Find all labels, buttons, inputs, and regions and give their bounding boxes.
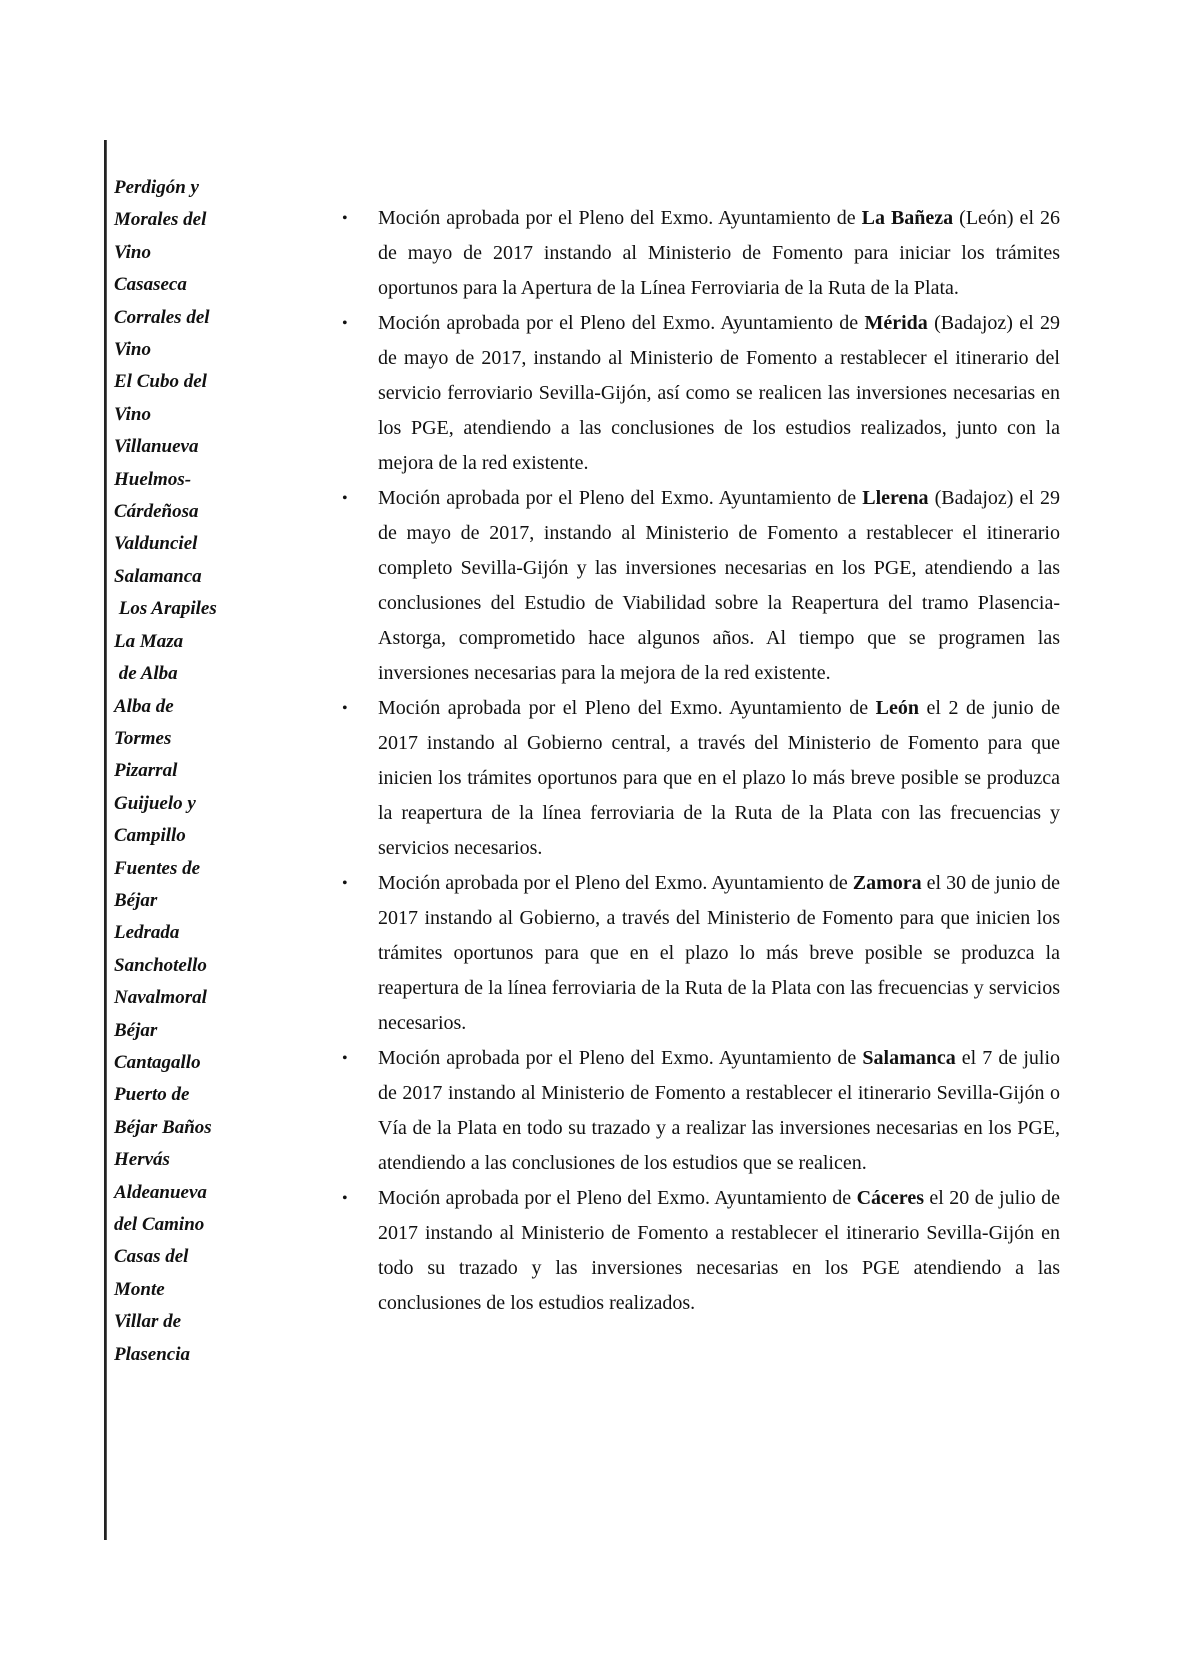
station-line: Hervás [114,1149,170,1171]
station-line: Béjar [114,889,158,911]
municipality-name: La Bañeza [861,207,954,229]
station-line: Plasencia [114,1343,190,1365]
station-line: Salamanca [114,565,202,587]
station-line: Corrales del [114,306,210,328]
station-line: Cárdeñosa [114,501,199,523]
motion-text: Moción aprobada por el Pleno del Exmo. Ayuntamiento de [378,207,862,229]
motion-item [342,866,1060,1041]
motion-item [342,481,1061,691]
station-line: Vino [114,339,151,361]
station-line: Alba de [114,695,174,717]
station-line: Vino [114,241,151,263]
bullet-icon: • [342,490,348,507]
municipality-name: Mérida [864,312,928,334]
motion-text: Moción aprobada por el Pleno del Exmo. Ayuntamiento de [378,312,865,334]
station-line: Aldeanueva [114,1181,207,1203]
motion-item [342,1041,1061,1181]
station-line: de Alba [114,663,178,685]
motion-text: el 7 de julio de 2017 instando al Ministerio de Fomento a restablecer el itinerario Sevilla-Gijón o Vía de la Plata en todo su trazado y a realizar las inversiones necesarias en los PGE, atendiendo a las conclusiones de los estudios que se realicen. [378,1047,1061,1174]
station-line: del Camino [114,1214,205,1235]
station-line: Villar de [114,1311,182,1333]
motion-text: Moción aprobada por el Pleno del Exmo. Ayuntamiento de [378,1187,857,1209]
station-line: Pizarral [114,760,178,782]
station-line: Cantagallo [114,1051,201,1073]
station-line: Casas del [114,1246,189,1268]
motion-text: Moción aprobada por el Pleno del Exmo. Ayuntamiento de [378,697,876,719]
municipality-name: Salamanca [862,1047,956,1069]
station-line: Valdunciel [114,533,198,555]
motion-text: Moción aprobada por el Pleno del Exmo. Ayuntamiento de [378,872,853,894]
station-line: Ledrada [114,922,180,944]
station-line: Perdigón y [114,177,199,198]
bullet-icon: • [342,315,348,332]
station-line: El Cubo del [114,371,207,393]
motion-text: el 30 de junio de 2017 instando al Gobierno, a través del Ministerio de Fomento para que inicien los trámites oportunos para que en el plazo lo más breve posible se produzca la reapertura de la línea ferroviaria de la Ruta de la Plata con las frecuencias y servicios necesarios. [378,872,1060,1034]
motion-text: (León) el 26 de mayo de 2017 instando al Ministerio de Fomento para iniciar los trámites oportunos para la Apertura de la Línea Ferroviaria de la Ruta de la Plata. [378,207,1060,299]
motion-item [342,691,1060,866]
station-line: Béjar [114,1019,158,1041]
motion-text: (Badajoz) el 29 de mayo de 2017, instando al Ministerio de Fomento a restablecer el itinerario completo Sevilla-Gijón y las inversiones necesarias en los PGE, atendiendo a las conclusiones del Estudio de Viabilidad sobre la Reapertura del tramo Plasencia-Astorga, comprometido hace algunos años. Al tiempo que se programen las inversiones necesarias para la mejora de la red existente. [378,487,1061,684]
station-line: Monte [114,1278,165,1300]
station-line: Puerto de [114,1084,190,1106]
station-line: Béjar Baños [114,1116,212,1138]
station-line: Fuentes de [114,857,201,879]
station-line: Huelmos- [114,468,192,490]
bullet-icon: • [342,210,348,227]
motion-text: (Badajoz) el 29 de mayo de 2017, instando al Ministerio de Fomento a restablecer el itinerario del servicio ferroviario Sevilla-Gijón, así como se realicen las inversiones necesarias en los PGE, atendiendo a las conclusiones de los estudios realizados, junto con la mejora de la red existente. [378,312,1060,474]
motion-text: Moción aprobada por el Pleno del Exmo. Ayuntamiento de [378,487,863,509]
municipality-name: Zamora [852,872,922,894]
bullet-icon: • [342,700,348,717]
margin-double-rule [104,140,107,1540]
bullet-icon: • [342,1050,348,1067]
station-line: Morales del [114,209,207,231]
station-line: Vino [114,403,151,425]
municipality-name: Llerena [862,487,929,509]
bullet-icon: • [342,1190,348,1207]
motion-text: Moción aprobada por el Pleno del Exmo. Ayuntamiento de [378,1047,863,1069]
station-list [114,172,284,1371]
motion-item [342,1181,1060,1321]
motion-text: el 2 de junio de 2017 instando al Gobierno central, a través del Ministerio de Fomento para que inicien los trámites oportunos para que en el plazo lo más breve posible se produzca la reapertura de la línea ferroviaria de la Ruta de la Plata con las frecuencias y servicios necesarios. [378,697,1060,859]
station-line: Campillo [114,825,186,847]
bullet-icon: • [342,875,348,892]
motion-item [342,201,1060,306]
motion-list [342,201,1061,1321]
municipality-name: Cáceres [856,1187,924,1209]
station-line: Sanchotello [114,954,207,976]
station-line: La Maza [114,630,184,652]
station-line: Los Arapiles [114,598,217,620]
municipality-name: León [875,697,919,719]
station-line: Tormes [114,727,172,749]
station-line: Navalmoral [114,987,207,1009]
station-line: Villanueva [114,436,199,458]
station-line: Guijuelo y [114,792,196,814]
motion-text: el 20 de julio de 2017 instando al Ministerio de Fomento a restablecer el itinerario Sevilla-Gijón en todo su trazado y las inversiones necesarias en los PGE atendiendo a las conclusiones de los estudios realizados. [378,1187,1060,1314]
station-line: Casaseca [114,274,187,296]
motion-item [342,306,1060,481]
